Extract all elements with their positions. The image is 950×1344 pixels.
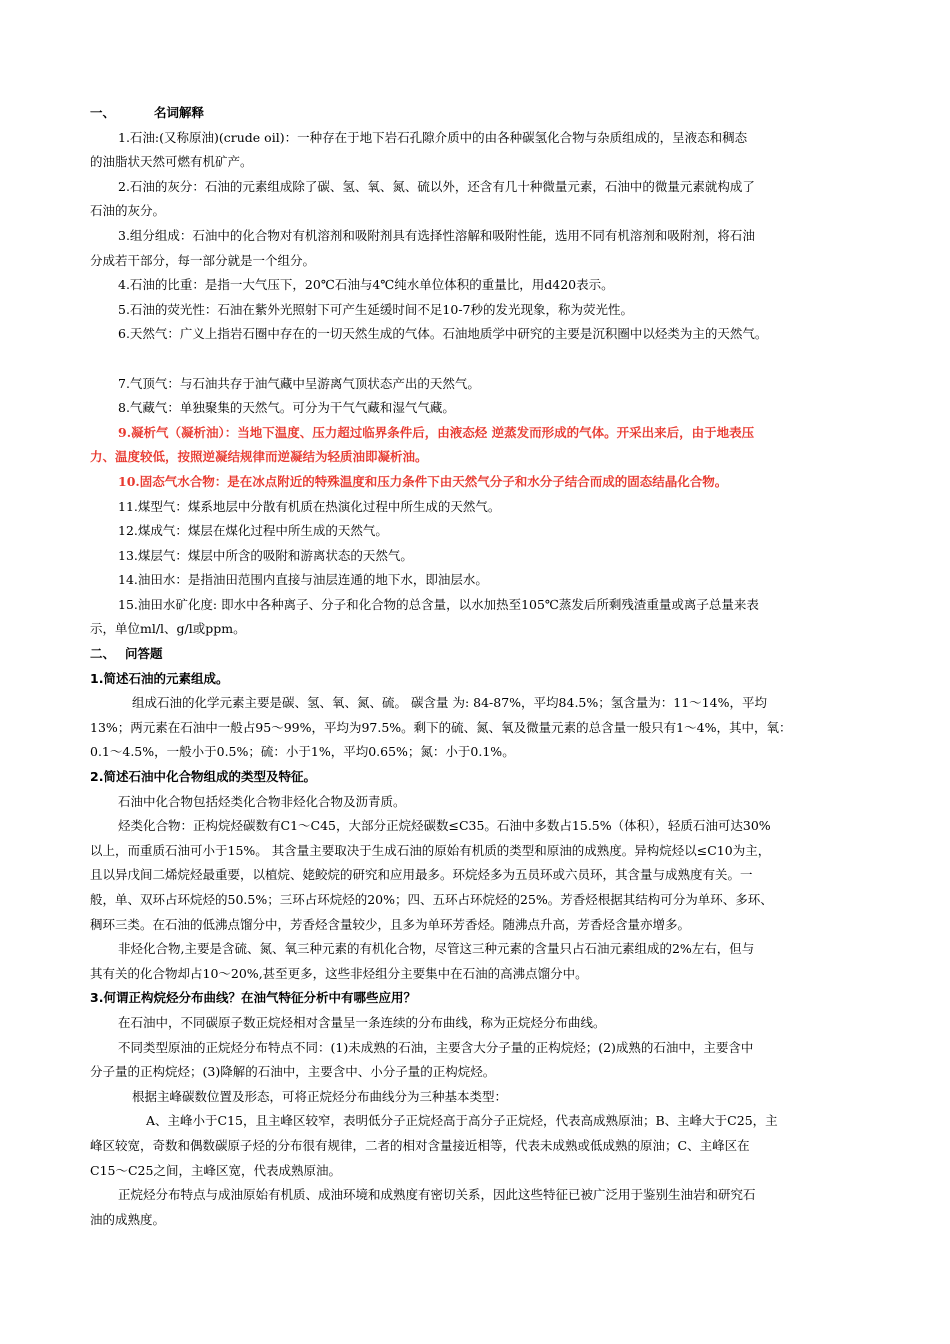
question-2-title: 2.简述石油中化合物组成的类型及特征。 <box>90 769 316 785</box>
question-3-para-2-line-1: 不同类型原油的正烷烃分布特点不同：(1)未成熟的石油，主要含大分子量的正构烷烃；(2)成熟的石油中，主要含中 <box>118 1039 754 1055</box>
term-6-line-1: 6.天然气：广义上指岩石圈中存在的一切天然生成的气体。石油地质学中研究的主要是沉积圈中以烃类为主的天然气。 <box>118 326 768 342</box>
term-15-line-2: 示，单位ml/l、g/l或ppm。 <box>90 621 246 637</box>
term-5-line-1: 5.石油的荧光性：石油在紫外光照射下可产生延缓时间不足10-7秒的发光现象，称为荧光性。 <box>118 301 634 317</box>
question-2-para-2-line-2: 以上，而重质石油可小于15%。 其含量主要取决于生成石油的原始有机质的类型和原油的成熟度。异构烷烃以≤C10为主， <box>90 842 771 858</box>
term-2-line-1: 2.石油的灰分：石油的元素组成除了碳、氢、氧、氮、硫以外，还含有几十种微量元素，石油中的微量元素就构成了 <box>118 178 755 194</box>
term-4-line-1: 4.石油的比重：是指一大气压下，20℃石油与4℃纯水单位体积的重量比，用d420表示。 <box>118 277 614 293</box>
question-2-para-2-line-4: 般，单、双环占环烷烃的50.5%；三环占环烷烃的20%；四、五环占环烷烃的25%。芳香烃根据其结构可分为单环、多环、 <box>90 892 773 907</box>
blank-line <box>90 347 865 372</box>
question-3-para-3: 根据主峰碳数位置及形态，可将正烷烃分布曲线分为三种基本类型： <box>132 1088 508 1104</box>
term-1-line-2: 的油脂状天然可燃有机矿产。 <box>90 154 253 170</box>
question-3-para-5-line-2: 油的成熟度。 <box>90 1211 166 1227</box>
term-9-line-2: 力、温度较低，按照逆凝结规律而逆凝结为轻质油即凝析油。 <box>90 449 428 465</box>
term-12-line-1: 12.煤成气：煤层在煤化过程中所生成的天然气。 <box>118 523 388 539</box>
question-1-line-2: 13%；两元素在石油中一般占95～99%，平均为97.5%。剩下的硫、氮、氧及微量元素的总含量一般只有1～4%，其中，氧： <box>90 719 792 735</box>
term-3-line-2: 分成若干部分，每一部分就是一个组分。 <box>90 252 316 268</box>
question-2-para-2-line-3: 且以异戊间二烯烷烃最重要，以植烷、姥鲛烷的研究和应用最多。环烷烃多为五员环或六员环，其含量与成熟度有关。一 <box>90 867 753 883</box>
question-3-para-2-line-2: 分子量的正构烷烃；(3)降解的石油中，主要含中、小分子量的正构烷烃。 <box>90 1064 496 1080</box>
question-3-para-1: 在石油中，不同碳原子数正烷烃相对含量呈一条连续的分布曲线，称为正烷烃分布曲线。 <box>118 1014 606 1030</box>
question-1-line-1: 组成石油的化学元素主要是碳、氢、氧、氮、硫。 碳含量 为: 84-87%，平均84.5%；氢含量为：11～14%，平均 <box>132 695 767 711</box>
term-9-line-1: 9.凝析气（凝析油）：当地下温度、压力超过临界条件后，由液态烃 逆蒸发而形成的气体。开采出来后，由于地表压 <box>118 424 755 440</box>
term-13-line-1: 13.煤层气：煤层中所含的吸附和游离状态的天然气。 <box>118 547 413 563</box>
term-2-line-2: 石油的灰分。 <box>90 203 166 219</box>
question-1-line-3: 0.1～4.5%，一般小于0.5%；硫：小于1%，平均0.65%；氮：小于0.1%。 <box>90 744 515 760</box>
section-number: 一、 <box>90 105 116 120</box>
question-2-para-1: 石油中化合物包括烃类化合物非烃化合物及沥青质。 <box>118 793 406 809</box>
question-2-para-2-line-1: 烃类化合物：正构烷烃碳数有C1～C45，大部分正烷烃碳数≤C35。石油中多数占15.5%（体积），轻质石油可达30% <box>118 818 771 834</box>
document-content <box>90 101 865 1232</box>
section-heading-2 <box>90 642 865 667</box>
section-heading-1 <box>90 101 865 126</box>
term-7-line-1: 7.气顶气：与石油共存于油气藏中呈游离气顶状态产出的天然气。 <box>118 375 480 391</box>
term-11-line-1: 11.煤型气：煤系地层中分散有机质在热演化过程中所生成的天然气。 <box>118 498 501 514</box>
term-3-line-1: 3.组分组成：石油中的化合物对有机溶剂和吸附剂具有选择性溶解和吸附性能，选用不同有机溶剂和吸附剂，将石油 <box>118 227 755 243</box>
question-2-para-3-line-2: 其有关的化合物却占10～20%,甚至更多，这些非烃组分主要集中在石油的高沸点馏分中。 <box>90 965 588 981</box>
term-15-line-1: 15.油田水矿化度: 即水中各种离子、分子和化合物的总含量，以水加热至105℃蒸发后所剩残渣重量或离子总量来表 <box>118 596 759 612</box>
term-10-line-1: 10.固态气水合物：是在冰点附近的特殊温度和压力条件下由天然气分子和水分子结合而成的固态结晶化合物。 <box>118 473 728 489</box>
term-14-line-1: 14.油田水：是指油田范围内直接与油层连通的地下水，即油层水。 <box>118 572 488 588</box>
section-number: 二、 <box>90 646 116 662</box>
question-3-title: 3.何谓正构烷烃分布曲线？在油气特征分析中有哪些应用？ <box>90 990 416 1006</box>
section-title: 问答题 <box>125 646 163 662</box>
question-3-para-4-line-2: 峰区较宽，奇数和偶数碳原子烃的分布很有规律，二者的相对含量接近相等，代表未成熟或低成熟的原油；C、主峰区在 <box>90 1137 750 1153</box>
section-title: 名词解释 <box>154 105 205 120</box>
term-1-line-1: 1.石油:(又称原油)(crude oil)：一种存在于地下岩石孔隙介质中的由各种碳氢化合物与杂质组成的，呈液态和稠态 <box>118 129 748 145</box>
question-2-para-3-line-1: 非烃化合物,主要是含硫、氮、氧三种元素的有机化合物，尽管这三种元素的含量只占石油元素组成的2%左右，但与 <box>118 941 755 957</box>
question-3-para-4-line-3: C15～C25之间，主峰区宽，代表成熟原油。 <box>90 1162 341 1178</box>
term-8-line-1: 8.气藏气：单独聚集的天然气。可分为干气气藏和湿气气藏。 <box>118 400 455 416</box>
question-2-para-2-line-5: 稠环三类。在石油的低沸点馏分中，芳香烃含量较少，且多为单环芳香烃。随沸点升高，芳香烃含量亦增多。 <box>90 916 691 932</box>
question-3-para-5-line-1: 正烷烃分布特点与成油原始有机质、成油环境和成熟度有密切关系，因此这些特征已被广泛用于鉴别生油岩和研究石 <box>118 1187 756 1203</box>
question-3-para-4-line-1: A、主峰小于C15，且主峰区较窄，表明低分子正烷烃高于高分子正烷烃，代表高成熟原油；B、主峰大于C25，主 <box>146 1113 778 1129</box>
question-1-title: 1.简述石油的元素组成。 <box>90 670 229 686</box>
